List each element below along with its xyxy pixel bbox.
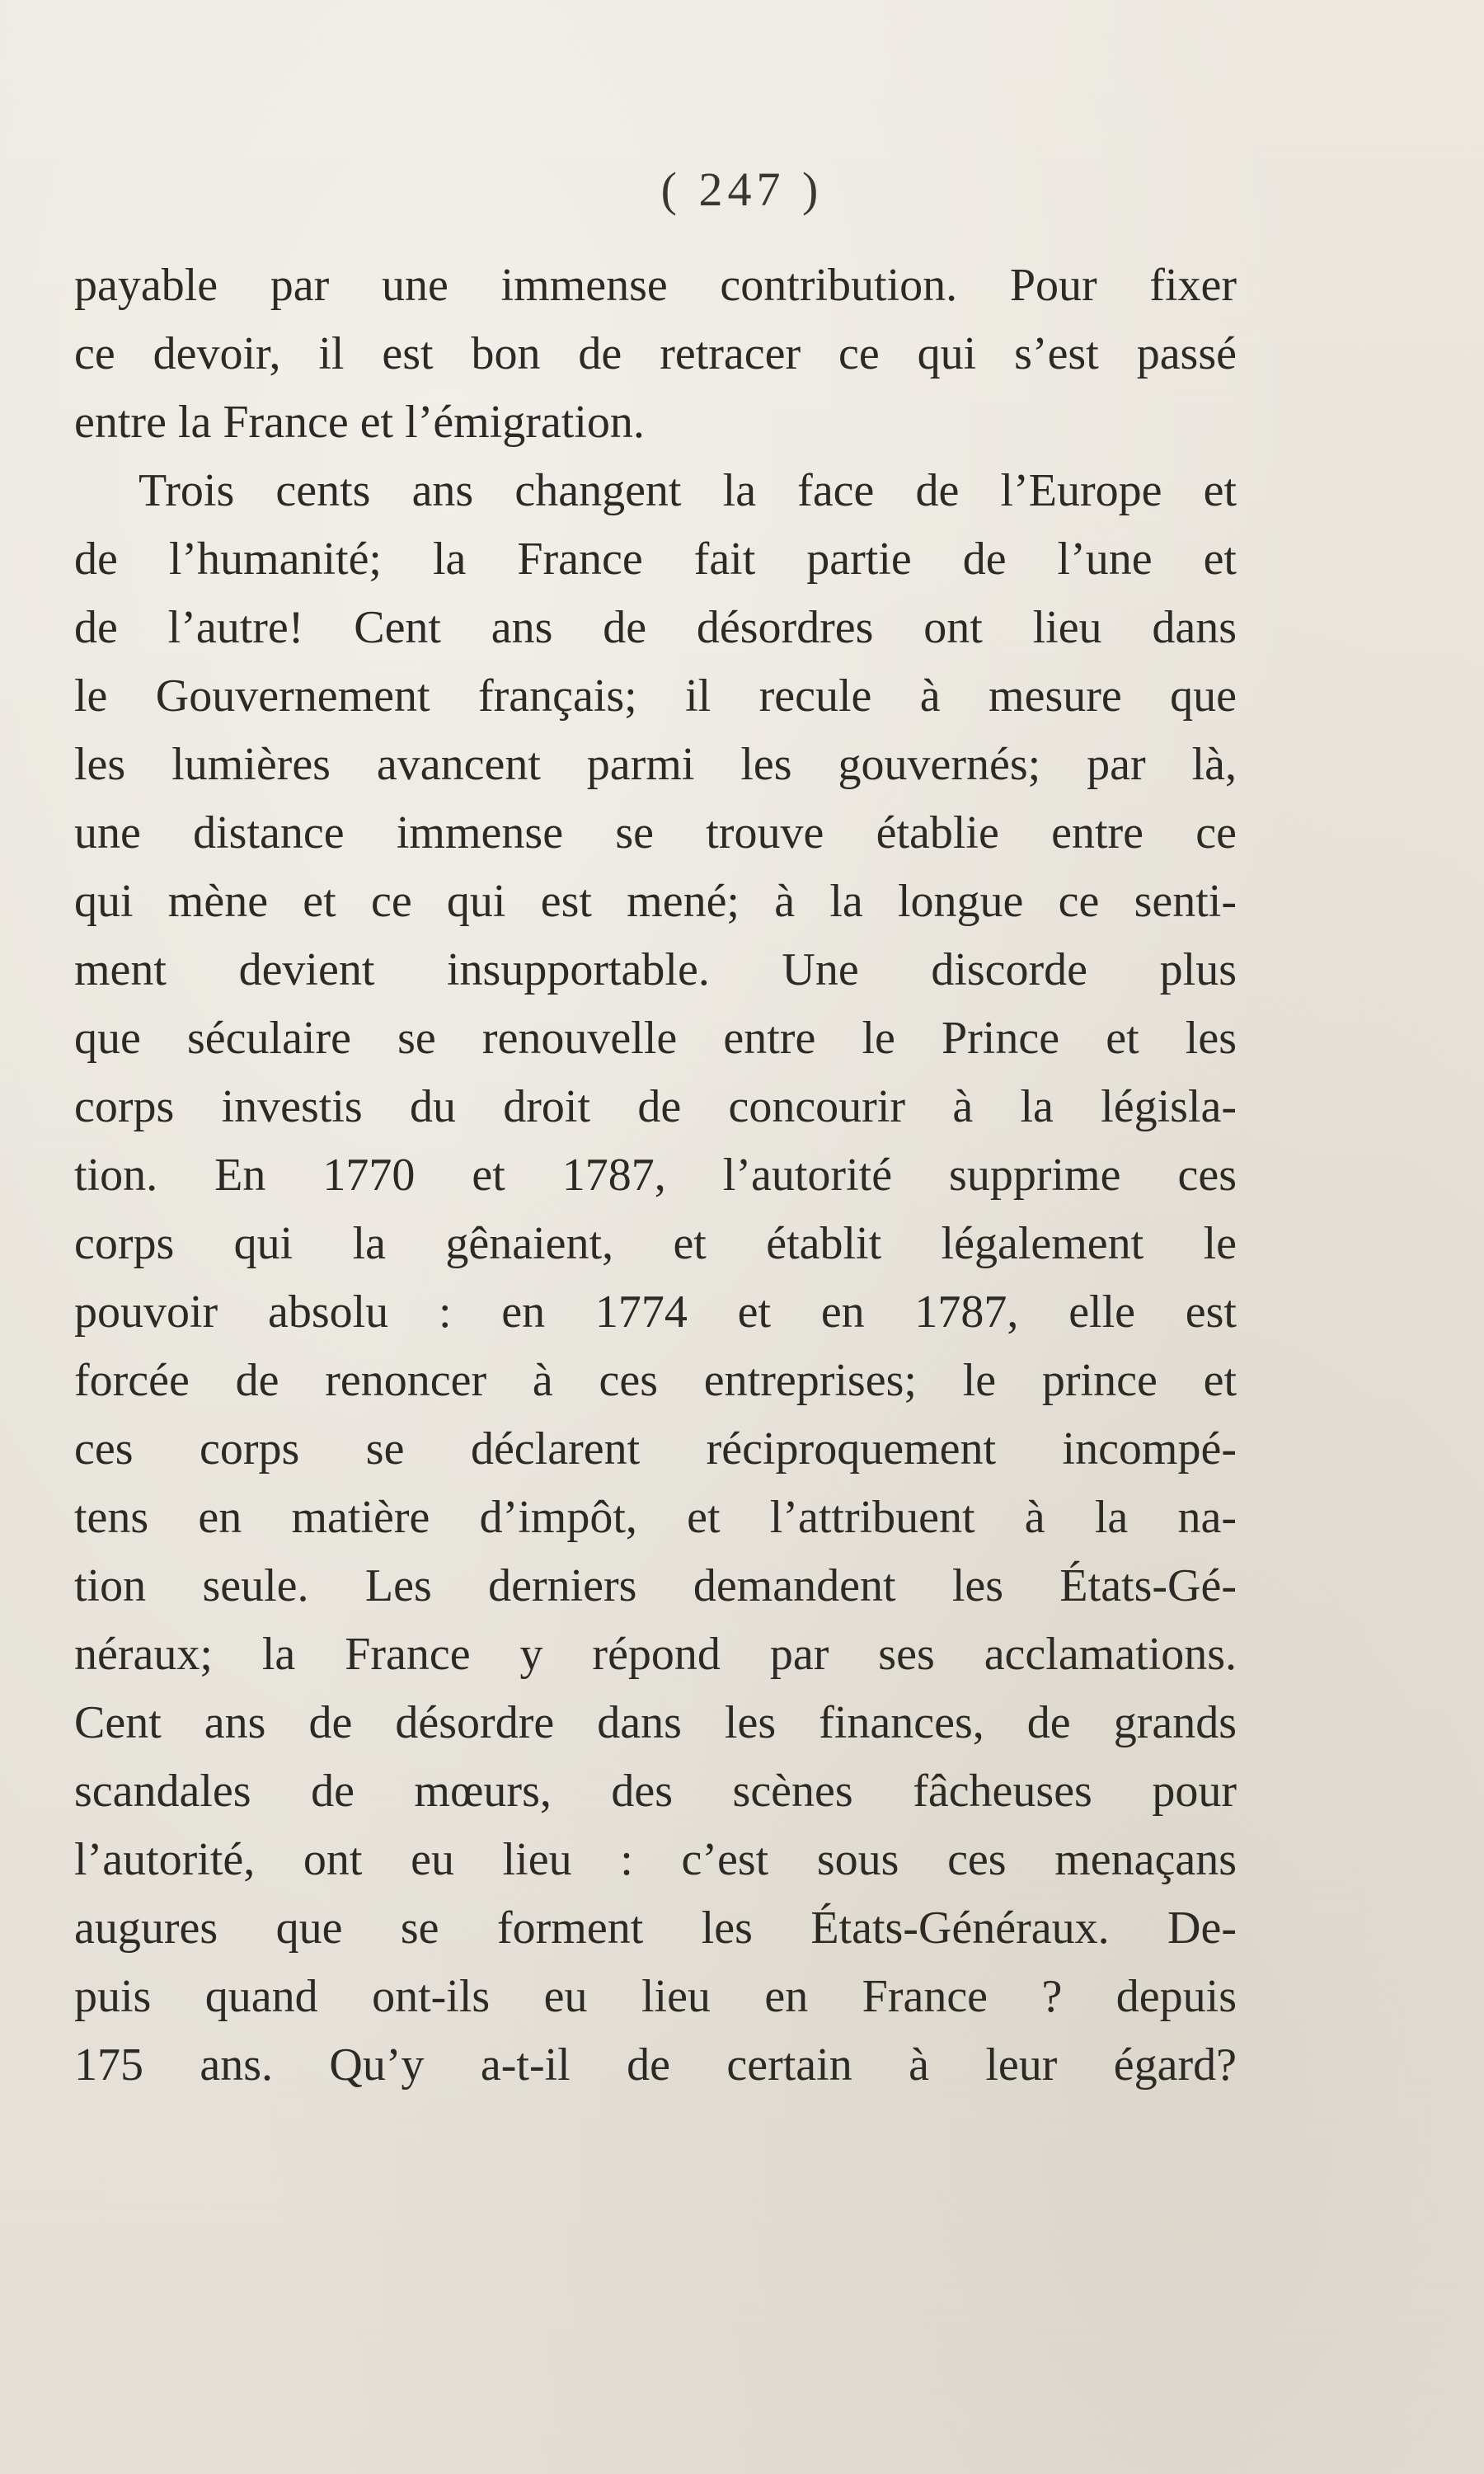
text-line: tion seule. Les derniers demandent les États-Gé- (74, 1560, 1237, 1611)
text-line: corps investis du droit de concourir à la législa- (74, 1081, 1237, 1132)
text-line: Cent ans de désordre dans les finances, de grands (74, 1697, 1237, 1748)
text-line: 175 ans. Qu’y a-t-il de certain à leur égard? (74, 2039, 1237, 2091)
text-line: de l’humanité; la France fait partie de l’une et (74, 534, 1237, 585)
text-line: entre la France et l’émigration. (74, 397, 645, 448)
text-line: ces corps se déclarent réciproquement incompé- (74, 1423, 1237, 1475)
text-line: Trois cents ans changent la face de l’Europe et (139, 465, 1237, 516)
text-line: de l’autre! Cent ans de désordres ont lieu dans (74, 602, 1237, 653)
page-number: ( 247 ) (660, 162, 824, 216)
body-text (74, 252, 1237, 2100)
text-line: qui mène et ce qui est mené; à la longue ce senti- (74, 876, 1237, 927)
text-line: puis quand ont-ils eu lieu en France ? depuis (74, 1971, 1237, 2022)
text-line: tens en matière d’impôt, et l’attribuent à la na- (74, 1492, 1237, 1543)
text-line: les lumières avancent parmi les gouvernés; par là, (74, 739, 1237, 790)
text-line: corps qui la gênaient, et établit légalement le (74, 1218, 1237, 1269)
text-line: une distance immense se trouve établie entre ce (74, 807, 1237, 858)
text-line: tion. En 1770 et 1787, l’autorité supprime ces (74, 1150, 1237, 1201)
text-line: néraux; la France y répond par ses acclamations. (74, 1629, 1237, 1680)
text-line: payable par une immense contribution. Pour fixer (74, 260, 1237, 311)
text-line: scandales de mœurs, des scènes fâcheuses pour (74, 1766, 1237, 1817)
text-line: forcée de renoncer à ces entreprises; le prince et (74, 1355, 1237, 1406)
text-line: que séculaire se renouvelle entre le Prince et les (74, 1013, 1237, 1064)
text-line: le Gouvernement français; il recule à mesure que (74, 670, 1237, 722)
text-line: pouvoir absolu : en 1774 et en 1787, elle est (74, 1286, 1237, 1338)
text-line: l’autorité, ont eu lieu : c’est sous ces menaçans (74, 1834, 1237, 1885)
text-line: augures que se forment les États-Généraux. De- (74, 1903, 1237, 1954)
text-line: ment devient insupportable. Une discorde plus (74, 944, 1237, 995)
text-line: ce devoir, il est bon de retracer ce qui s’est passé (74, 328, 1237, 379)
